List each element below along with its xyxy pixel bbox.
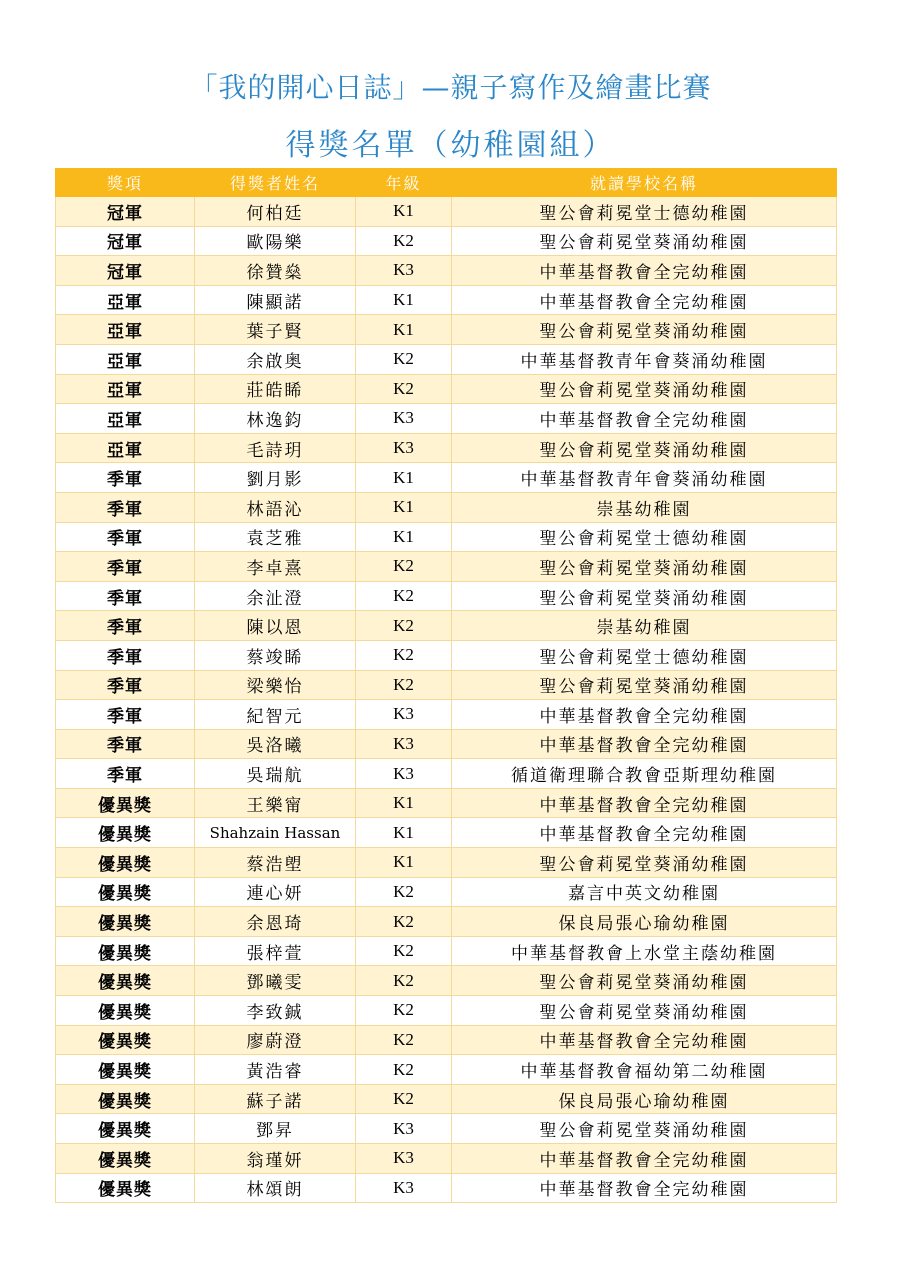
school-cell: 聖公會莉冕堂葵涌幼稚園 (452, 552, 837, 582)
table-row (56, 197, 837, 227)
table-row (56, 344, 837, 374)
winner-name-cell: 梁樂怡 (195, 670, 356, 700)
award-cell: 季軍 (56, 492, 195, 522)
table-row (56, 226, 837, 256)
winner-name-cell: 毛詩玥 (195, 433, 356, 463)
award-cell: 優異獎 (56, 818, 195, 848)
school-cell: 中華基督教會全完幼稚園 (452, 729, 837, 759)
grade-cell: K3 (356, 759, 452, 789)
award-cell: 優異獎 (56, 1084, 195, 1114)
grade-cell: K1 (356, 463, 452, 493)
table-row (56, 552, 837, 582)
school-cell: 聖公會莉冕堂葵涌幼稚園 (452, 848, 837, 878)
award-cell: 優異獎 (56, 936, 195, 966)
grade-cell: K2 (356, 344, 452, 374)
table-row (56, 433, 837, 463)
table-row (56, 640, 837, 670)
award-cell: 季軍 (56, 759, 195, 789)
table-row (56, 700, 837, 730)
winner-name-cell: 陳以恩 (195, 611, 356, 641)
award-cell: 優異獎 (56, 1114, 195, 1144)
school-cell: 中華基督教會福幼第二幼稚園 (452, 1055, 837, 1085)
grade-cell: K3 (356, 1144, 452, 1174)
grade-cell: K2 (356, 1025, 452, 1055)
grade-cell: K3 (356, 1173, 452, 1203)
table-row (56, 404, 837, 434)
school-cell: 聖公會莉冕堂葵涌幼稚園 (452, 374, 837, 404)
winner-name-cell: 余恩琦 (195, 907, 356, 937)
award-cell: 亞軍 (56, 285, 195, 315)
table-row (56, 256, 837, 286)
winner-name-cell: 林逸鈞 (195, 404, 356, 434)
grade-cell: K3 (356, 1114, 452, 1144)
table-row (56, 1144, 837, 1174)
table-row (56, 848, 837, 878)
table-row (56, 996, 837, 1026)
table-row (56, 611, 837, 641)
header-winner-name: 得獎者姓名 (195, 169, 356, 197)
winner-name-cell: 鄧曦雯 (195, 966, 356, 996)
winner-name-cell: 林語沁 (195, 492, 356, 522)
award-cell: 冠軍 (56, 197, 195, 227)
school-cell: 中華基督教會全完幼稚園 (452, 818, 837, 848)
winner-name-cell: 袁芝雅 (195, 522, 356, 552)
school-cell: 中華基督教會全完幼稚園 (452, 256, 837, 286)
grade-cell: K2 (356, 581, 452, 611)
award-cell: 優異獎 (56, 848, 195, 878)
grade-cell: K1 (356, 788, 452, 818)
award-cell: 優異獎 (56, 1144, 195, 1174)
school-cell: 聖公會莉冕堂葵涌幼稚園 (452, 433, 837, 463)
winner-name-cell: 歐陽樂 (195, 226, 356, 256)
award-cell: 優異獎 (56, 1025, 195, 1055)
school-cell: 保良局張心瑜幼稚園 (452, 1084, 837, 1114)
school-cell: 聖公會莉冕堂士德幼稚園 (452, 640, 837, 670)
grade-cell: K1 (356, 197, 452, 227)
table-row (56, 492, 837, 522)
grade-cell: K2 (356, 996, 452, 1026)
table-row (56, 522, 837, 552)
award-cell: 季軍 (56, 463, 195, 493)
table-row (56, 759, 837, 789)
table-row (56, 788, 837, 818)
winner-name-cell: 張梓萱 (195, 936, 356, 966)
header-school: 就讀學校名稱 (452, 169, 837, 197)
winner-name-cell: 劉月影 (195, 463, 356, 493)
winner-name-cell: 余沚澄 (195, 581, 356, 611)
school-cell: 循道衛理聯合教會亞斯理幼稚園 (452, 759, 837, 789)
award-cell: 季軍 (56, 581, 195, 611)
table-row (56, 463, 837, 493)
award-cell: 亞軍 (56, 374, 195, 404)
table-row (56, 1084, 837, 1114)
school-cell: 聖公會莉冕堂士德幼稚園 (452, 522, 837, 552)
winner-name-cell: 葉子賢 (195, 315, 356, 345)
school-cell: 聖公會莉冕堂葵涌幼稚園 (452, 581, 837, 611)
award-cell: 優異獎 (56, 788, 195, 818)
award-cell: 季軍 (56, 522, 195, 552)
table-row (56, 581, 837, 611)
school-cell: 崇基幼稚園 (452, 492, 837, 522)
school-cell: 聖公會莉冕堂士德幼稚園 (452, 197, 837, 227)
table-row (56, 1173, 837, 1203)
school-cell: 中華基督教青年會葵涌幼稚園 (452, 344, 837, 374)
grade-cell: K3 (356, 729, 452, 759)
winner-name-cell: 蔡竣睎 (195, 640, 356, 670)
award-cell: 優異獎 (56, 1173, 195, 1203)
grade-cell: K3 (356, 700, 452, 730)
award-cell: 季軍 (56, 611, 195, 641)
award-cell: 季軍 (56, 640, 195, 670)
school-cell: 聖公會莉冕堂葵涌幼稚園 (452, 996, 837, 1026)
winner-name-cell: 李卓熹 (195, 552, 356, 582)
winner-name-cell: Shahzain Hassan (195, 818, 356, 848)
school-cell: 保良局張心瑜幼稚園 (452, 907, 837, 937)
table-row (56, 936, 837, 966)
table-row (56, 1025, 837, 1055)
table-row (56, 285, 837, 315)
school-cell: 中華基督教會全完幼稚園 (452, 700, 837, 730)
award-cell: 季軍 (56, 552, 195, 582)
school-cell: 中華基督教會全完幼稚園 (452, 1025, 837, 1055)
award-cell: 亞軍 (56, 315, 195, 345)
grade-cell: K3 (356, 404, 452, 434)
grade-cell: K2 (356, 907, 452, 937)
winner-name-cell: 蔡浩塱 (195, 848, 356, 878)
award-cell: 優異獎 (56, 996, 195, 1026)
winner-name-cell: 翁瑾妍 (195, 1144, 356, 1174)
table-row (56, 818, 837, 848)
school-cell: 聖公會莉冕堂葵涌幼稚園 (452, 966, 837, 996)
school-cell: 嘉言中英文幼稚園 (452, 877, 837, 907)
award-cell: 亞軍 (56, 344, 195, 374)
school-cell: 聖公會莉冕堂葵涌幼稚園 (452, 226, 837, 256)
grade-cell: K3 (356, 256, 452, 286)
award-cell: 季軍 (56, 700, 195, 730)
table-row (56, 907, 837, 937)
document-subtitle: 得獎名單（幼稚園組） (285, 128, 616, 163)
grade-cell: K1 (356, 522, 452, 552)
grade-cell: K2 (356, 966, 452, 996)
winner-name-cell: 紀智元 (195, 700, 356, 730)
award-cell: 優異獎 (56, 877, 195, 907)
grade-cell: K2 (356, 374, 452, 404)
award-cell: 季軍 (56, 670, 195, 700)
table-row (56, 374, 837, 404)
winner-name-cell: 何柏廷 (195, 197, 356, 227)
award-cell: 亞軍 (56, 433, 195, 463)
winner-name-cell: 李致鋮 (195, 996, 356, 1026)
winner-name-cell: 連心妍 (195, 877, 356, 907)
grade-cell: K2 (356, 1084, 452, 1114)
school-cell: 中華基督教青年會葵涌幼稚園 (452, 463, 837, 493)
school-cell: 中華基督教會全完幼稚園 (452, 404, 837, 434)
grade-cell: K1 (356, 315, 452, 345)
table-row (56, 966, 837, 996)
winner-name-cell: 徐贊燊 (195, 256, 356, 286)
document-title: 「我的開心日誌」—親子寫作及繪畫比賽 (189, 71, 712, 104)
table-row (56, 315, 837, 345)
grade-cell: K1 (356, 848, 452, 878)
grade-cell: K2 (356, 640, 452, 670)
grade-cell: K1 (356, 492, 452, 522)
award-cell: 亞軍 (56, 404, 195, 434)
winner-name-cell: 吳瑞航 (195, 759, 356, 789)
table-header (56, 169, 837, 197)
table-row (56, 877, 837, 907)
school-cell: 聖公會莉冕堂葵涌幼稚園 (452, 315, 837, 345)
winner-name-cell: 林頌朗 (195, 1173, 356, 1203)
table-row (56, 729, 837, 759)
school-cell: 中華基督教會全完幼稚園 (452, 788, 837, 818)
grade-cell: K1 (356, 285, 452, 315)
school-cell: 中華基督教會全完幼稚園 (452, 1144, 837, 1174)
grade-cell: K1 (356, 818, 452, 848)
winner-name-cell: 蘇子諾 (195, 1084, 356, 1114)
winner-name-cell: 黃浩睿 (195, 1055, 356, 1085)
awards-table (55, 168, 837, 1203)
winner-name-cell: 鄧昇 (195, 1114, 356, 1144)
table-row (56, 1114, 837, 1144)
grade-cell: K2 (356, 611, 452, 641)
award-cell: 優異獎 (56, 907, 195, 937)
winner-name-cell: 王樂甯 (195, 788, 356, 818)
grade-cell: K2 (356, 670, 452, 700)
school-cell: 崇基幼稚園 (452, 611, 837, 641)
grade-cell: K3 (356, 433, 452, 463)
header-grade: 年級 (356, 169, 452, 197)
header-award: 獎項 (56, 169, 195, 197)
school-cell: 聖公會莉冕堂葵涌幼稚園 (452, 670, 837, 700)
award-cell: 優異獎 (56, 966, 195, 996)
school-cell: 中華基督教會全完幼稚園 (452, 1173, 837, 1203)
table-body (56, 197, 837, 1203)
grade-cell: K2 (356, 226, 452, 256)
winner-name-cell: 余啟奥 (195, 344, 356, 374)
table-row (56, 670, 837, 700)
award-cell: 冠軍 (56, 256, 195, 286)
winner-name-cell: 廖蔚澄 (195, 1025, 356, 1055)
school-cell: 聖公會莉冕堂葵涌幼稚園 (452, 1114, 837, 1144)
award-cell: 季軍 (56, 729, 195, 759)
grade-cell: K2 (356, 1055, 452, 1085)
winner-name-cell: 吳洛曦 (195, 729, 356, 759)
award-cell: 優異獎 (56, 1055, 195, 1085)
header-row (56, 169, 837, 197)
table-row (56, 1055, 837, 1085)
grade-cell: K2 (356, 877, 452, 907)
award-cell: 冠軍 (56, 226, 195, 256)
grade-cell: K2 (356, 936, 452, 966)
grade-cell: K2 (356, 552, 452, 582)
winner-name-cell: 陳顯諾 (195, 285, 356, 315)
school-cell: 中華基督教會全完幼稚園 (452, 285, 837, 315)
winner-name-cell: 莊皓睎 (195, 374, 356, 404)
school-cell: 中華基督教會上水堂主蔭幼稚園 (452, 936, 837, 966)
